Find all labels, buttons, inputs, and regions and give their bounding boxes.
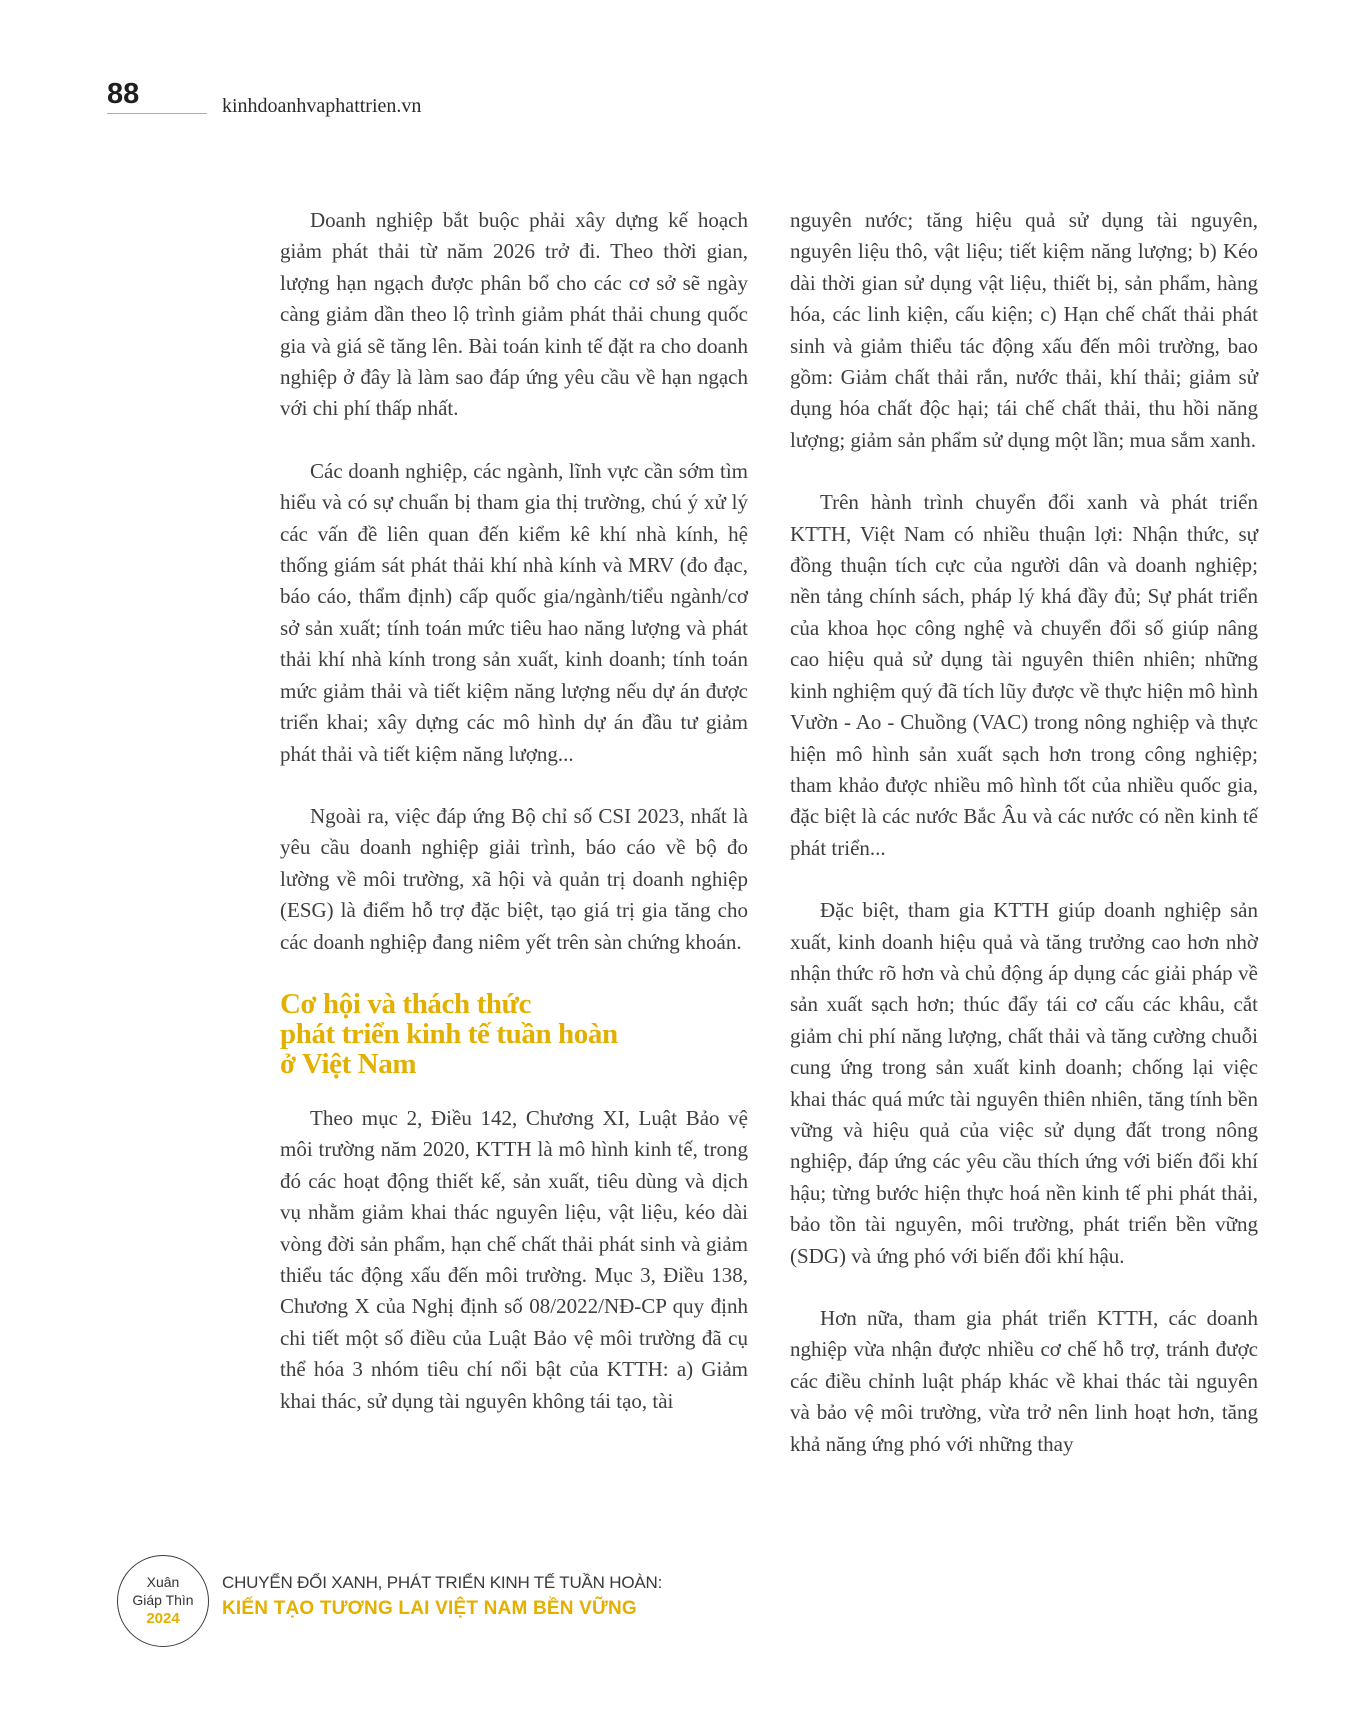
left-column	[280, 205, 748, 1417]
issue-badge	[117, 1555, 209, 1647]
badge-line1: Xuân	[146, 1574, 180, 1590]
paragraph: Các doanh nghiệp, các ngành, lĩnh vực cần sớm tìm hiểu và có sự chuẩn bị tham gia thị trường, chú ý xử lý các vấn đề liên quan đến kiểm kê khí nhà kính, hệ thống giám sát phát thải khí nhà kính và MRV (đo đạc, báo cáo, thẩm định) cấp quốc gia/ngành/tiểu ngành/cơ sở sản xuất; tính toán mức tiêu hao năng lượng và phát thải khí nhà kính trong sản xuất, kinh doanh; tính toán mức giảm thải và tiết kiệm năng lượng nếu dự án được triển khai; xây dựng các mô hình dự án đầu tư giảm phát thải và tiết kiệm năng lượng...	[280, 458, 748, 766]
paragraph: nguyên nước; tăng hiệu quả sử dụng tài nguyên, nguyên liệu thô, vật liệu; tiết kiệm năng lượng; b) Kéo dài thời gian sử dụng vật liệu, thiết bị, sản phẩm, hàng hóa, các linh kiện, cấu kiện; c) Hạn chế chất thải phát sinh và giảm thiểu tác động xấu đến môi trường, bao gồm: Giảm chất thải rắn, nước thải, khí thải; giảm sử dụng hóa chất độc hại; tái chế chất thải, thu hồi năng lượng; giảm sản phẩm sử dụng một lần; mua sắm xanh.	[790, 208, 1258, 452]
section-heading-line: Cơ hội và thách thức	[280, 987, 532, 1020]
paragraph: Đặc biệt, tham gia KTTH giúp doanh nghiệp sản xuất, kinh doanh hiệu quả và tăng trưởng cao hơn nhờ nhận thức rõ hơn và chủ động áp dụng các giải pháp về sản xuất sạch hơn; thúc đẩy tái cơ cấu các khâu, cắt giảm chi phí năng lượng, chất thải và tăng cường chuỗi cung ứng trong sản xuất kinh doanh; chống lại việc khai thác quá mức tài nguyên thiên nhiên, tăng tính bền vững và hiệu quả của việc sử dụng đất trong nông nghiệp, đáp ứng các yêu cầu thích ứng với biến đổi khí hậu; từng bước hiện thực hoá nền kinh tế phi phát thải, bảo tồn tài nguyên, môi trường, phát triển bền vững (SDG) và ứng phó với biến đổi khí hậu.	[790, 898, 1258, 1268]
paragraph: Ngoài ra, việc đáp ứng Bộ chỉ số CSI 2023, nhất là yêu cầu doanh nghiệp giải trình, báo cáo về bộ đo lường về môi trường, xã hội và quản trị doanh nghiệp (ESG) là điểm hỗ trợ đặc biệt, tạo giá trị gia tăng cho các doanh nghiệp đang niêm yết trên sàn chứng khoán.	[280, 803, 748, 954]
site-name: kinhdoanhvaphattrien.vn	[222, 95, 422, 117]
paragraph: Theo mục 2, Điều 142, Chương XI, Luật Bảo vệ môi trường năm 2020, KTTH là mô hình kinh tế, trong đó các hoạt động thiết kế, sản xuất, tiêu dùng và dịch vụ nhằm giảm khai thác nguyên liệu, vật liệu, kéo dài vòng đời sản phẩm, hạn chế chất thải phát sinh và giảm thiểu tác động xấu đến môi trường. Mục 3, Điều 138, Chương X của Nghị định số 08/2022/NĐ-CP quy định chi tiết một số điều của Luật Bảo vệ môi trường đã cụ thể hóa 3 nhóm tiêu chí nổi bật của KTTH: a) Giảm khai thác, sử dụng tài nguyên không tái tạo, tài	[280, 1105, 748, 1413]
paragraph: Hơn nữa, tham gia phát triển KTTH, các doanh nghiệp vừa nhận được nhiều cơ chế hỗ trợ, tránh được các điều chỉnh luật pháp khác về khai thác tài nguyên và bảo vệ môi trường, vừa trở nên linh hoạt hơn, tăng khả năng ứng phó với những thay	[790, 1306, 1258, 1456]
section-heading	[280, 989, 748, 1079]
paragraph: Doanh nghiệp bắt buộc phải xây dựng kế hoạch giảm phát thải từ năm 2026 trở đi. Theo thời gian, lượng hạn ngạch được phân bổ cho các cơ sở sẽ ngày càng giảm dần theo lộ trình giảm phát thải chung quốc gia và giá sẽ tăng lên. Bài toán kinh tế đặt ra cho doanh nghiệp ở đây là làm sao đáp ứng yêu cầu về hạn ngạch với chi phí thấp nhất.	[280, 208, 748, 421]
page-number: 88	[107, 78, 140, 110]
right-column	[790, 205, 1258, 1460]
section-heading-line: ở Việt Nam	[280, 1047, 417, 1080]
footer-kicker: CHUYỂN ĐỔI XANH, PHÁT TRIỂN KINH TẾ TUẦN HOÀN:	[222, 1573, 663, 1592]
footer-title: KIẾN TẠO TƯƠNG LAI VIỆT NAM BỀN VỮNG	[222, 1598, 637, 1619]
paragraph: Trên hành trình chuyển đổi xanh và phát triển KTTH, Việt Nam có nhiều thuận lợi: Nhận thức, sự đồng thuận tích cực của người dân và doanh nghiệp; nền tảng chính sách, pháp lý khá đầy đủ; Sự phát triển của khoa học công nghệ và chuyển đổi số giúp nâng cao hiệu quả sử dụng tài nguyên thiên nhiên; những kinh nghiệm quý đã tích lũy được về thực hiện mô hình Vườn - Ao - Chuồng (VAC) trong nông nghiệp và thực hiện mô hình sản xuất sạch hơn trong công nghiệp; tham khảo được nhiều mô hình tốt của nhiều quốc gia, đặc biệt là các nước Bắc Âu và các nước có nền kinh tế phát triển...	[790, 490, 1258, 860]
section-heading-line: phát triển kinh tế tuần hoàn	[280, 1017, 618, 1050]
page-number-rule	[107, 113, 207, 114]
badge-line2: Giáp Thìn	[132, 1592, 194, 1608]
badge-year: 2024	[146, 1610, 180, 1627]
